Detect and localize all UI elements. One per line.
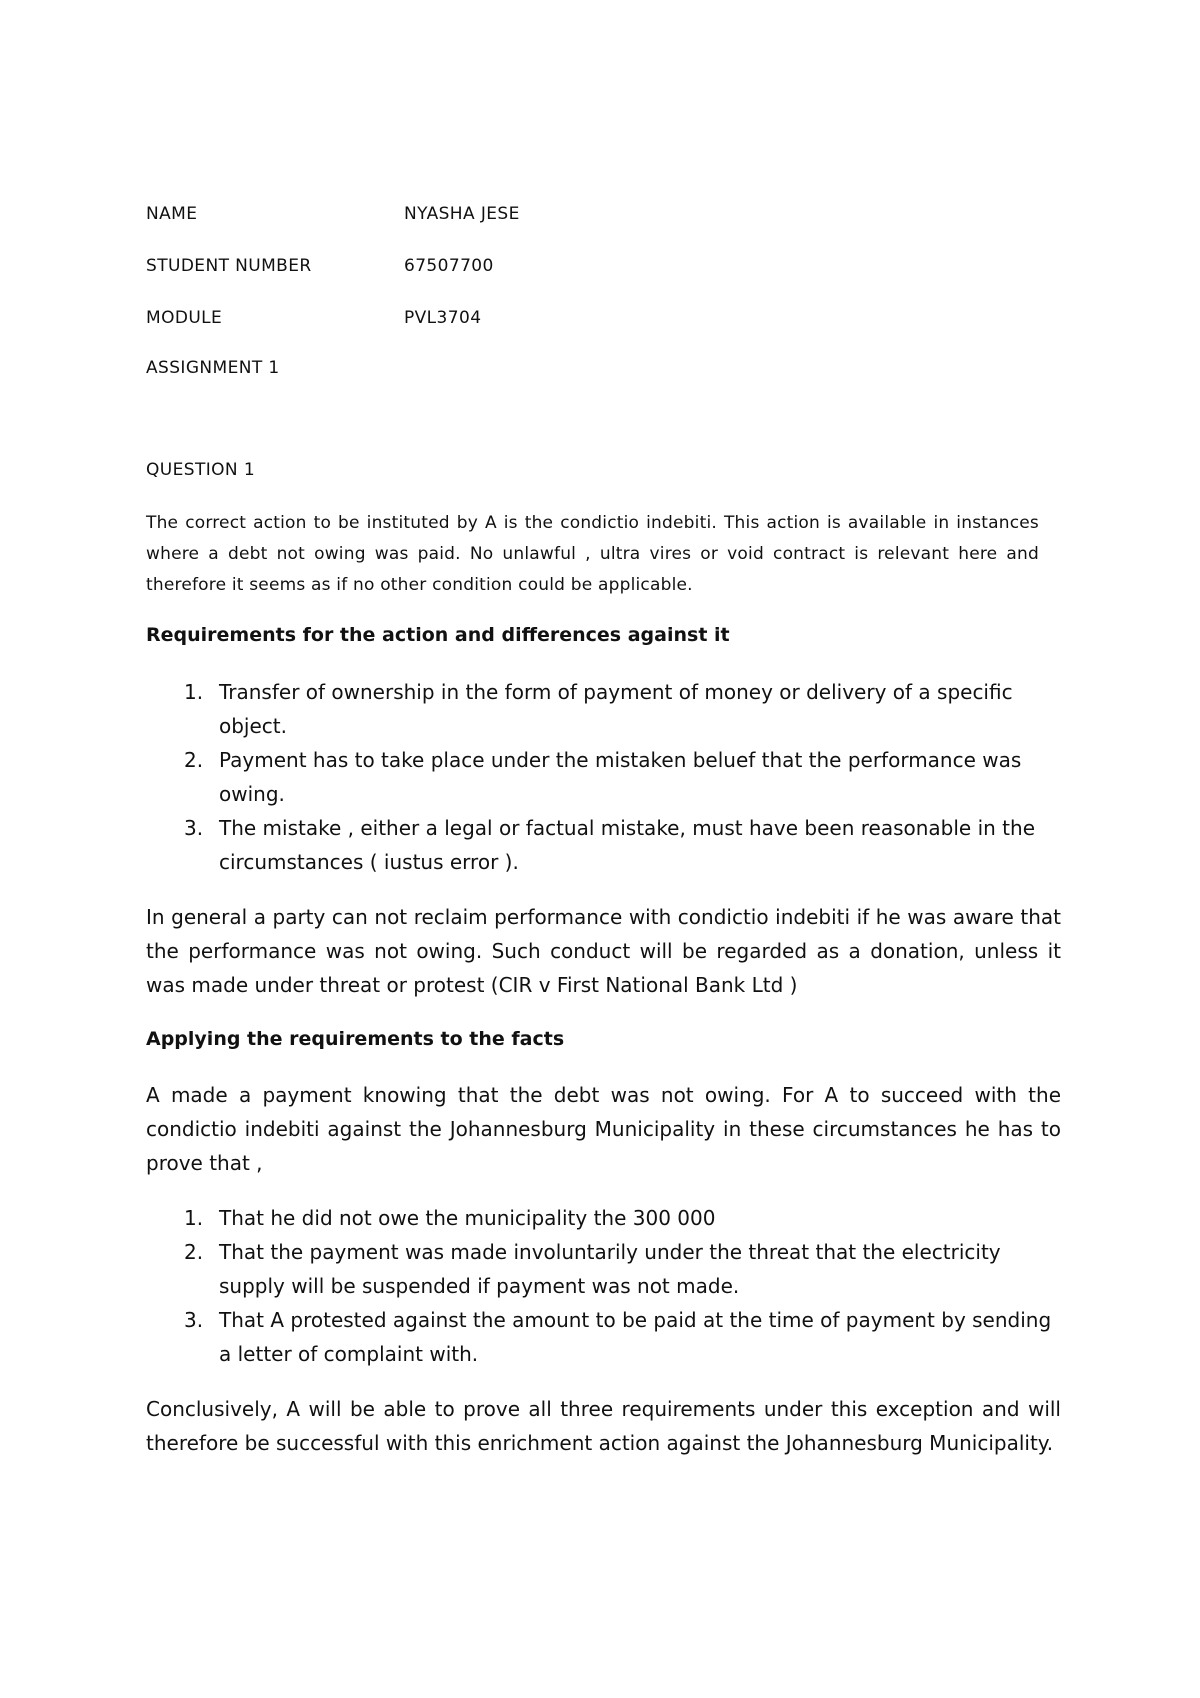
- list-item-text: That the payment was made involuntarily under the threat that the electricity supply will be suspended if payment was not made.: [219, 1240, 1001, 1298]
- list-item: [146, 1235, 1061, 1303]
- list-item: [146, 1201, 1061, 1235]
- intro-paragraph: The correct action to be instituted by A is the condictio indebiti. This action is available in instances where a debt not owing was paid. No unlawful , ultra vires or void contract is relevant here and therefore it seems as if no other condition could be applicable.: [146, 513, 1039, 595]
- conclusion-paragraph: Conclusively, A will be able to prove all three requirements under this exception and will therefore be successful with this enrichment action against the Johannesburg Municipality.: [146, 1397, 1061, 1455]
- list-item-number: 3.: [184, 816, 204, 840]
- student-number-label: STUDENT NUMBER: [146, 256, 312, 276]
- proof-list: [146, 1201, 1061, 1371]
- general-paragraph: In general a party can not reclaim performance with condictio indebiti if he was aware that the performance was not owing. Such conduct will be regarded as a donation, unless it was made under threat or protest (CIR v First National Bank Ltd ): [146, 905, 1061, 997]
- assignment-label: ASSIGNMENT 1: [146, 358, 280, 378]
- list-item-number: 3.: [184, 1308, 204, 1332]
- name-value: NYASHA JESE: [404, 204, 520, 224]
- module-value: PVL3704: [404, 308, 482, 328]
- applying-paragraph: A made a payment knowing that the debt was not owing. For A to succeed with the condictio indebiti against the Johannesburg Municipality in these circumstances he has to prove that ,: [146, 1083, 1061, 1175]
- list-item-text: The mistake , either a legal or factual mistake, must have been reasonable in the circumstances ( iustus error ).: [219, 816, 1036, 874]
- question-heading: QUESTION 1: [146, 460, 256, 480]
- module-label: MODULE: [146, 308, 223, 328]
- list-item: [146, 743, 1061, 811]
- requirements-list: [146, 675, 1061, 879]
- assignment-row: [146, 358, 280, 378]
- list-item: [146, 1303, 1061, 1371]
- list-item-text: Payment has to take place under the mistaken beluef that the performance was owing.: [219, 748, 1022, 806]
- list-item: [146, 811, 1061, 879]
- list-item-number: 2.: [184, 748, 204, 772]
- student-number-value: 67507700: [404, 256, 494, 276]
- list-item-number: 2.: [184, 1240, 204, 1264]
- name-label: NAME: [146, 204, 198, 224]
- list-item-number: 1.: [184, 1206, 204, 1230]
- requirements-heading: Requirements for the action and differences against it: [146, 624, 730, 646]
- applying-heading: Applying the requirements to the facts: [146, 1028, 565, 1050]
- student-number-row: [146, 256, 494, 276]
- list-item-text: That he did not owe the municipality the 300 000: [219, 1206, 716, 1230]
- list-item-text: That A protested against the amount to be paid at the time of payment by sending a letter of complaint with.: [219, 1308, 1052, 1366]
- list-item: [146, 675, 1061, 743]
- module-row: [146, 308, 481, 328]
- list-item-number: 1.: [184, 680, 204, 704]
- name-row: [146, 204, 520, 224]
- list-item-text: Transfer of ownership in the form of payment of money or delivery of a specific object.: [219, 680, 1013, 738]
